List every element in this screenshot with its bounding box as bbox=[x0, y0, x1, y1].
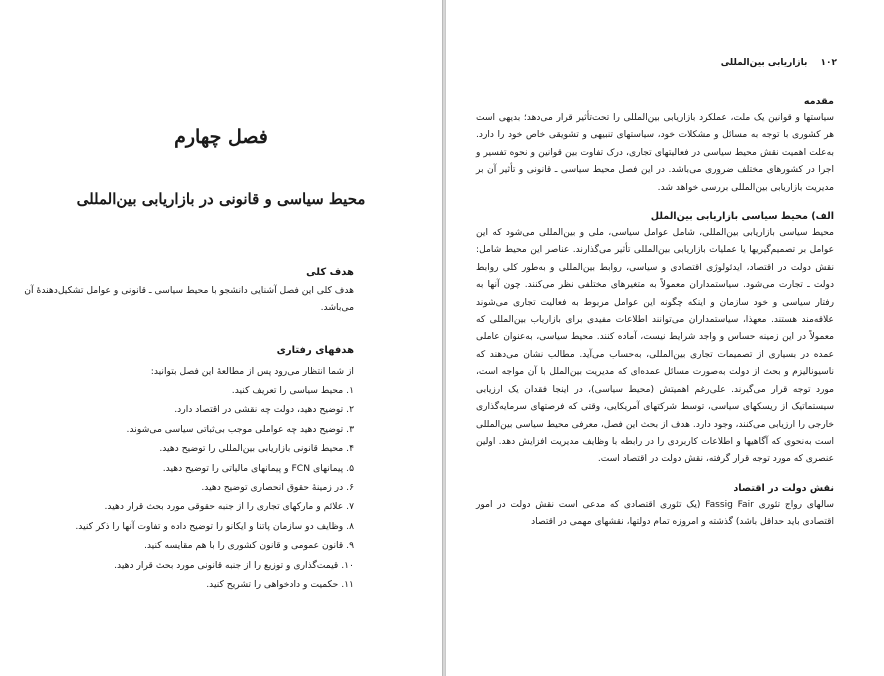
aim-item: ۱۱. حکمیت و دادخواهی را تشریح کنید. bbox=[206, 579, 354, 591]
aim-item: ۱۰. قیمت‌گذاری و توزیع را از جنبه قانونی مورد بحث قرار دهید. bbox=[114, 559, 354, 571]
chapter-subtitle: محیط سیاسی و قانونی در بازاریابی بین‌المللی bbox=[76, 190, 366, 208]
behavioral-aims-intro: از شما انتظار می‌رود پس از مطالعهٔ این فصل بتوانید: bbox=[150, 366, 354, 377]
running-header bbox=[476, 58, 837, 68]
aim-item: ۸. وظایف دو سازمان پاتنا و ایکانو را توضیح داده و تفاوت آنها را ذکر کنید. bbox=[75, 520, 354, 532]
intro-paragraph: سیاستها و قوانین یک ملت، عملکرد بازاریابی بین‌المللی را تحت‌تأثیر قرار می‌دهد؛ بدیهی است هر کشوری با توجه به مسائل و مشکلات خود، سیاستهای تنبیهی و تشویقی خاص خود را دارد. به‌علت اهمیت نقش محیط سیاسی در فعالیتهای تجاری، درک تفاوت بین قوانین و نحوه تفسیر و اجرا در کشورهای مختلف ضروری می‌باشد. در این فصل محیط سیاسی ـ قانونی و تأثیر آن بر مدیریت بازاریابی بین‌المللی بررسی خواهد شد. bbox=[476, 113, 834, 193]
general-goal-text: هدف کلی این فصل آشنایی دانشجو با محیط سیاسی ـ قانونی و عوامل تشکیل‌دهندهٔ آن می‌باشد. bbox=[24, 285, 354, 313]
behavioral-aims-section bbox=[18, 345, 354, 594]
chapter-title: فصل چهارم bbox=[174, 126, 268, 148]
behavioral-aims-list bbox=[18, 381, 354, 594]
running-title: بازاریابی بین‌المللی bbox=[720, 58, 808, 68]
state-role-paragraph: سالهای رواج تئوری Fassig Fair (یک تئوری اقتصادی که مدعی است نقش دولت در امور اقتصادی باید حداقل باشد) گذشته و امروزه تمام دولتها، نقشهای مهمی در اقتصاد bbox=[476, 499, 835, 528]
general-goal-section bbox=[18, 267, 354, 316]
aim-item: ۱. محیط سیاسی را تعریف کنید. bbox=[231, 385, 354, 396]
aim-item: ۹. قانون عمومی و قانون کشوری را با هم مقایسه کنید. bbox=[143, 540, 354, 552]
aim-item: ۶. در زمینهٔ حقوق انحصاری توضیح دهید. bbox=[201, 482, 354, 494]
behavioral-aims-heading: هدفهای رفتاری bbox=[276, 345, 354, 356]
right-page bbox=[446, 0, 884, 676]
general-goal-heading: هدف کلی bbox=[306, 267, 354, 278]
aim-item: ۳. توضیح دهید چه عواملی موجب بی‌ثباتی سیاسی می‌شوند. bbox=[126, 423, 354, 435]
aim-item: ۷. علائم و مارکهای تجاری را از جنبه حقوقی مورد بحث قرار دهید. bbox=[104, 501, 354, 513]
state-role-heading: نقش دولت در اقتصاد bbox=[733, 482, 834, 494]
aim-item: ۲. توضیح دهید، دولت چه نقشی در اقتصاد دارد. bbox=[174, 404, 354, 416]
political-environment-paragraph: محیط سیاسی بازاریابی بین‌المللی، شامل عوامل سیاسی، ملی و بین‌المللی می‌شود که این عوامل بر تصمیم‌گیریها یا عملیات بازاریابی بین‌المللی تأثیر می‌گذارند. عناصر این محیط شامل: نقش دولت در اقتصاد، ایدئولوژی اقتصادی و سیاسی، روابط بین‌المللی و به‌طور کلی روابط دولت ـ تجارت می‌شود. سیاستمداران معمولاً به متغیرهای مختلفی نظر می‌کنند. چون آنها به رفتار سیاسی و خود سازمان و اینکه چگونه این عوامل مربوط به فعالیت تجاری می‌شوند علاقه‌مند هستند. معهذا، سیاستمداران می‌توانند اطلاعات مفیدی برای بازاریاب بین‌المللی که معمولاً در این زمینه حساس و واجد شرایط نیست، آماده کنند. محیط سیاسی، به‌عنوان عاملی عمده در بسیاری از تصمیمات تجاری بین‌المللی، به‌حساب می‌آید. مطالب نشان می‌دهند که ناسیونالیزم و بحث از دولت به‌صورت مسائل عمده‌ای که مدیریت بین‌الملل با آن مواجه است، مورد توجه قرار می‌گیرند. علی‌رغم اهمیتش (محیط سیاسی)، در اینجا فقدان یک ارزیابی سیستماتیک از ریسکهای سیاسی، توسط شرکتهای آمریکایی، وقتی که فرصتهای سرمایه‌گذاری خارجی را ارزیابی می‌کنند، وجود دارد. هدف از بحث این فصل، معرفی محیط سیاسی بین‌المللی است به‌نحوی که آگاهیها و اطلاعات کاربردی را در رابطه با وظایف مدیریت افزایش دهد. اولین عنصری که مورد توجه قرار گرفته، نقش دولت در اقتصاد است. bbox=[476, 228, 834, 465]
political-environment-heading: الف) محیط سیاسی بازاریابی بین‌الملل bbox=[650, 211, 834, 223]
aim-item: ۵. پیمانهای FCN و پیمانهای مالیاتی را توضیح دهید. bbox=[162, 462, 354, 474]
page-number: ۱۰۲ bbox=[820, 58, 837, 68]
aim-item: ۴. محیط قانونی بازاریابی بین‌المللی را توضیح دهید. bbox=[159, 443, 354, 455]
intro-heading: مقدمه bbox=[803, 96, 834, 107]
page-body bbox=[476, 94, 834, 532]
